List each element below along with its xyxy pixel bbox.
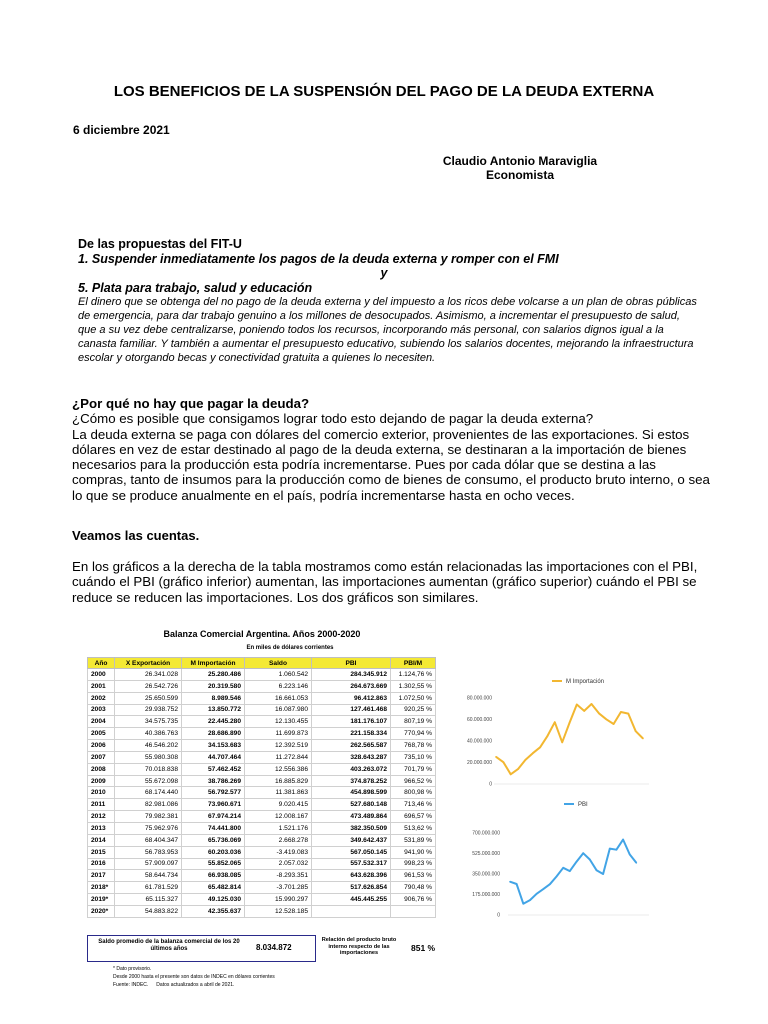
cell-exports: 65.115.327 — [115, 894, 182, 906]
cell-balance: 2.057.032 — [245, 858, 312, 870]
cell-gdp-ratio: 735,10 % — [391, 751, 436, 763]
table-row — [88, 846, 436, 858]
data-point — [609, 848, 611, 850]
ratio-label: Relación del producto bruto interno respecto de las importaciones — [321, 937, 397, 957]
cell-balance: 15.990.297 — [245, 894, 312, 906]
cell-year: 2017 — [88, 870, 115, 882]
cell-exports: 58.644.734 — [115, 870, 182, 882]
cell-balance: 12.008.167 — [245, 811, 312, 823]
y-tick-label: 20.000.000 — [466, 760, 492, 767]
proposals-block — [78, 237, 698, 365]
cell-gdp-ratio: 768,78 % — [391, 740, 436, 752]
data-point — [495, 756, 497, 758]
cell-gdp-ratio: 696,57 % — [391, 811, 436, 823]
cell-gdp: 517.626.854 — [312, 882, 391, 894]
y-tick-label: 175.000.000 — [472, 892, 500, 899]
table-row — [88, 692, 436, 704]
cell-imports: 28.686.890 — [182, 728, 245, 740]
cell-balance: 12.130.455 — [245, 716, 312, 728]
col-header-year: Año — [88, 658, 115, 669]
cell-gdp-ratio: 513,62 % — [391, 822, 436, 834]
data-point — [509, 881, 511, 883]
cell-exports: 29.938.752 — [115, 704, 182, 716]
cell-gdp: 96.412.863 — [312, 692, 391, 704]
section-accounts-paragraph: En los gráficos a la derecha de la tabla mostramos como están relacionadas las importaciones con el PBI, cuándo el PBI (gráfico inferior) aumentan, las importaciones aumentan (gráfico superior) cuándo el PBI se reduce se reducen las importaciones. Los dos gráficos son similares. — [72, 559, 698, 605]
ratio-value: 851 % — [411, 943, 436, 953]
col-header-gdp: PBI — [312, 658, 391, 669]
cell-imports: 57.462.452 — [182, 763, 245, 775]
cell-gdp: 557.532.317 — [312, 858, 391, 870]
y-tick-label: 0 — [489, 781, 492, 788]
cell-gdp-ratio: 800,98 % — [391, 787, 436, 799]
data-point — [613, 723, 615, 725]
data-point — [598, 713, 600, 715]
cell-gdp: 643.628.396 — [312, 870, 391, 882]
cell-exports: 34.575.735 — [115, 716, 182, 728]
data-point — [523, 903, 525, 905]
cell-year: 2003 — [88, 704, 115, 716]
cell-exports: 57.909.097 — [115, 858, 182, 870]
table-row — [88, 763, 436, 775]
cell-year: 2018* — [88, 882, 115, 894]
cell-gdp-ratio: 807,19 % — [391, 716, 436, 728]
note-source-range: Desde 2000 hasta el presente son datos de INDEC en dólares corrientes — [113, 974, 275, 980]
data-point — [536, 893, 538, 895]
cell-year: 2005 — [88, 728, 115, 740]
data-point — [605, 718, 607, 720]
note-provisional: * Dato provisorio. — [113, 966, 152, 972]
cell-balance: 11.699.873 — [245, 728, 312, 740]
cell-gdp-ratio: 1.072,50 % — [391, 692, 436, 704]
series-line — [496, 704, 643, 774]
cell-balance: 6.223.146 — [245, 680, 312, 692]
cell-balance: -3.419.083 — [245, 846, 312, 858]
table-row — [88, 858, 436, 870]
cell-balance: 1.060.542 — [245, 669, 312, 681]
cell-imports: 44.707.464 — [182, 751, 245, 763]
cell-exports: 61.781.529 — [115, 882, 182, 894]
data-point — [529, 899, 531, 901]
data-point — [591, 703, 593, 705]
y-tick-label: 80.000.000 — [466, 695, 492, 702]
section-accounts-heading: Veamos las cuentas. — [72, 528, 200, 543]
table-header-row — [88, 658, 436, 669]
cell-imports: 55.852.065 — [182, 858, 245, 870]
cell-gdp-ratio: 966,52 % — [391, 775, 436, 787]
cell-exports: 46.546.202 — [115, 740, 182, 752]
table-row — [88, 728, 436, 740]
summary-box — [87, 935, 316, 962]
cell-gdp: 374.878.252 — [312, 775, 391, 787]
cell-gdp-ratio: 770,94 % — [391, 728, 436, 740]
data-point — [516, 883, 518, 885]
col-header-imports: M Importación — [182, 658, 245, 669]
cell-balance: 16.661.053 — [245, 692, 312, 704]
table-row — [88, 669, 436, 681]
cell-exports: 82.981.086 — [115, 799, 182, 811]
cell-year: 2004 — [88, 716, 115, 728]
y-tick-label: 60.000.000 — [466, 717, 492, 724]
cell-imports: 13.850.772 — [182, 704, 245, 716]
cell-imports: 74.441.800 — [182, 822, 245, 834]
data-point — [602, 873, 604, 875]
imports-chart — [466, 665, 670, 795]
cell-imports: 65.482.814 — [182, 882, 245, 894]
section-why-question: ¿Cómo es posible que consigamos lograr todo esto dejando de pagar la deuda externa? — [72, 411, 594, 427]
y-tick-label: 700.000.000 — [472, 830, 500, 837]
section-why-heading: ¿Por qué no hay que pagar la deuda? — [72, 396, 310, 411]
cell-balance: -3.701.285 — [245, 882, 312, 894]
cell-balance: -8.293.351 — [245, 870, 312, 882]
cell-gdp: 221.158.334 — [312, 728, 391, 740]
cell-gdp-ratio: 701,79 % — [391, 763, 436, 775]
cell-gdp: 454.898.599 — [312, 787, 391, 799]
cell-year: 2014 — [88, 834, 115, 846]
cell-gdp-ratio: 1.302,55 % — [391, 680, 436, 692]
cell-imports: 65.736.069 — [182, 834, 245, 846]
cell-year: 2010 — [88, 787, 115, 799]
cell-year: 2007 — [88, 751, 115, 763]
data-point — [576, 704, 578, 706]
col-header-exports: X Exportación — [115, 658, 182, 669]
data-point — [503, 761, 505, 763]
cell-year: 2015 — [88, 846, 115, 858]
data-point — [525, 759, 527, 761]
cell-balance: 11.272.844 — [245, 751, 312, 763]
y-tick-label: 525.000.000 — [472, 851, 500, 858]
cell-imports: 60.203.036 — [182, 846, 245, 858]
note-source-name: Fuente: INDEC. — [113, 982, 149, 988]
cell-gdp: 328.643.287 — [312, 751, 391, 763]
section-why-paragraph: La deuda externa se paga con dólares del comercio exterior, provenientes de las exportaciones. Si estos dólares en vez de estar destinado al pago de la deuda externa, se destinaran a la importación de bienes necesarios para la producción esta podría incrementarse. Pues por cada dólar que se destina a las compras, tanto de insumos para la producción como de bienes de consumo, el producto bruto interno, o sea lo que se produce anualmente en el país, podría incrementarse hasta en ocho veces. — [72, 426, 710, 503]
data-point — [549, 883, 551, 885]
table-row — [88, 740, 436, 752]
author-name: Claudio Antonio Maraviglia — [442, 154, 598, 168]
table-row — [88, 751, 436, 763]
cell-gdp-ratio — [391, 905, 436, 917]
cell-imports: 38.786.269 — [182, 775, 245, 787]
cell-imports: 56.792.577 — [182, 787, 245, 799]
cell-gdp-ratio: 941,90 % — [391, 846, 436, 858]
cell-exports: 55.672.098 — [115, 775, 182, 787]
cell-gdp-ratio: 531,89 % — [391, 834, 436, 846]
proposal-item-5: 5. Plata para trabajo, salud y educación — [78, 280, 313, 295]
table-row — [88, 882, 436, 894]
data-point — [582, 852, 584, 854]
cell-exports: 40.386.763 — [115, 728, 182, 740]
table-row — [88, 822, 436, 834]
data-point — [636, 862, 638, 864]
table-row — [88, 870, 436, 882]
cell-gdp — [312, 905, 391, 917]
cell-balance: 2.668.278 — [245, 834, 312, 846]
cell-gdp: 181.176.107 — [312, 716, 391, 728]
cell-gdp: 284.345.912 — [312, 669, 391, 681]
trade-balance-table — [87, 657, 436, 918]
y-tick-label: 350.000.000 — [472, 871, 500, 878]
data-point — [628, 713, 630, 715]
col-header-balance: Saldo — [245, 658, 312, 669]
cell-exports: 54.883.822 — [115, 905, 182, 917]
cell-year: 2009 — [88, 775, 115, 787]
cell-gdp-ratio: 906,76 % — [391, 894, 436, 906]
table-row — [88, 894, 436, 906]
cell-year: 2016 — [88, 858, 115, 870]
data-point — [547, 735, 549, 737]
section-why — [72, 396, 712, 503]
table-row — [88, 775, 436, 787]
data-point — [622, 839, 624, 841]
data-point — [583, 710, 585, 712]
table-notes — [113, 965, 275, 989]
data-point — [569, 870, 571, 872]
cell-gdp-ratio: 920,25 % — [391, 704, 436, 716]
cell-balance: 9.020.415 — [245, 799, 312, 811]
cell-balance: 12.528.185 — [245, 905, 312, 917]
table-row — [88, 905, 436, 917]
proposals-heading: De las propuestas del FIT-U — [78, 237, 242, 251]
data-point — [635, 730, 637, 732]
cell-exports: 26.341.028 — [115, 669, 182, 681]
document-date: 6 diciembre 2021 — [73, 123, 170, 137]
table-row — [88, 704, 436, 716]
data-point — [510, 774, 512, 776]
cell-gdp-ratio: 961,53 % — [391, 870, 436, 882]
cell-exports: 26.542.726 — [115, 680, 182, 692]
cell-year: 2008 — [88, 763, 115, 775]
cell-exports: 79.982.381 — [115, 811, 182, 823]
cell-year: 2002 — [88, 692, 115, 704]
cell-exports: 68.404.347 — [115, 834, 182, 846]
col-header-gdp-ratio: PBI/M — [391, 658, 436, 669]
cell-exports: 55.980.308 — [115, 751, 182, 763]
cell-imports: 34.153.683 — [182, 740, 245, 752]
data-point — [569, 722, 571, 724]
y-tick-label: 40.000.000 — [466, 738, 492, 745]
data-point — [542, 888, 544, 890]
summary-value: 8.034.872 — [256, 943, 292, 952]
cell-gdp: 445.445.255 — [312, 894, 391, 906]
cell-gdp: 403.263.072 — [312, 763, 391, 775]
y-tick-label: 0 — [497, 912, 500, 919]
table-title: Balanza Comercial Argentina. Años 2000-2020 — [163, 629, 361, 639]
table-row — [88, 787, 436, 799]
cell-year: 2013 — [88, 822, 115, 834]
trade-balance-table-image — [78, 625, 446, 995]
cell-balance: 16.885.829 — [245, 775, 312, 787]
cell-imports: 67.974.214 — [182, 811, 245, 823]
data-point — [576, 861, 578, 863]
cell-gdp: 127.461.468 — [312, 704, 391, 716]
cell-gdp: 567.050.145 — [312, 846, 391, 858]
cell-exports: 25.650.599 — [115, 692, 182, 704]
cell-imports: 25.280.486 — [182, 669, 245, 681]
table-subtitle: En miles de dólares corrientes — [246, 645, 334, 651]
data-point — [517, 768, 519, 770]
cell-gdp-ratio: 1.124,76 % — [391, 669, 436, 681]
table-row — [88, 680, 436, 692]
cell-exports: 70.018.838 — [115, 763, 182, 775]
author-role: Economista — [485, 168, 554, 182]
series-line — [510, 840, 636, 904]
proposal-connector: y — [380, 266, 388, 280]
data-point — [556, 876, 558, 878]
data-point — [596, 869, 598, 871]
cell-imports: 73.960.671 — [182, 799, 245, 811]
cell-year: 2006 — [88, 740, 115, 752]
cell-exports: 68.174.440 — [115, 787, 182, 799]
gdp-chart — [470, 795, 670, 925]
note-source — [113, 981, 275, 989]
cell-imports: 22.445.280 — [182, 716, 245, 728]
cell-balance: 11.381.863 — [245, 787, 312, 799]
data-point — [642, 738, 644, 740]
cell-balance: 12.392.519 — [245, 740, 312, 752]
cell-gdp: 264.673.669 — [312, 680, 391, 692]
data-point — [620, 711, 622, 713]
legend-label: PBI — [578, 802, 588, 808]
note-updated: Datos actualizados a abril de 2021. — [156, 982, 235, 988]
cell-gdp-ratio: 790,48 % — [391, 882, 436, 894]
table-row — [88, 811, 436, 823]
cell-exports: 56.783.953 — [115, 846, 182, 858]
proposal-item-1: 1. Suspender inmediatamente los pagos de la deuda externa y romper con el FMI — [78, 251, 559, 266]
data-point — [554, 721, 556, 723]
proposals-paragraph: El dinero que se obtenga del no pago de la deuda externa y del impuesto a los ricos debe volcarse a un plan de obras públicas de emergencia, para dar trabajo genuino a los millones de desocupados. Asimismo, a incrementar el presupuesto de salud, que a su vez debe centralizarse, poniendo todos los recursos, incorporando más personal, con salarios dignos igual a la canasta familiar. Y también a aumentar el presupuesto educativo, subiendo los salarios docentes, mejorando la infraestructura escolar y otorgando becas y conectividad gratuita a quienes lo necesiten. — [78, 296, 697, 364]
data-point — [616, 849, 618, 851]
cell-year: 2011 — [88, 799, 115, 811]
legend-label: M Importación — [566, 679, 605, 685]
cell-gdp: 527.680.148 — [312, 799, 391, 811]
cell-year: 2001 — [88, 680, 115, 692]
cell-balance: 1.521.176 — [245, 822, 312, 834]
cell-imports: 8.989.546 — [182, 692, 245, 704]
table-row — [88, 799, 436, 811]
cell-imports: 42.355.637 — [182, 905, 245, 917]
cell-balance: 16.087.980 — [245, 704, 312, 716]
table-row — [88, 834, 436, 846]
cell-gdp: 349.642.437 — [312, 834, 391, 846]
cell-imports: 20.319.580 — [182, 680, 245, 692]
cell-gdp: 382.350.509 — [312, 822, 391, 834]
data-point — [532, 752, 534, 754]
cell-year: 2000 — [88, 669, 115, 681]
cell-year: 2019* — [88, 894, 115, 906]
data-point — [539, 746, 541, 748]
cell-imports: 49.125.030 — [182, 894, 245, 906]
cell-exports: 75.962.976 — [115, 822, 182, 834]
cell-gdp-ratio: 713,46 % — [391, 799, 436, 811]
table-row — [88, 716, 436, 728]
data-point — [561, 742, 563, 744]
document-title: LOS BENEFICIOS DE LA SUSPENSIÓN DEL PAGO DE LA DEUDA EXTERNA — [113, 83, 655, 100]
data-point — [629, 854, 631, 856]
author-block — [420, 154, 620, 182]
cell-imports: 66.938.085 — [182, 870, 245, 882]
summary-label: Saldo promedio de la balanza comercial de los 20 últimos años — [98, 939, 240, 952]
data-point — [589, 859, 591, 861]
cell-gdp: 473.489.864 — [312, 811, 391, 823]
cell-year: 2020* — [88, 905, 115, 917]
cell-balance: 12.556.386 — [245, 763, 312, 775]
cell-gdp: 262.565.587 — [312, 740, 391, 752]
cell-year: 2012 — [88, 811, 115, 823]
data-point — [562, 867, 564, 869]
cell-gdp-ratio: 998,23 % — [391, 858, 436, 870]
